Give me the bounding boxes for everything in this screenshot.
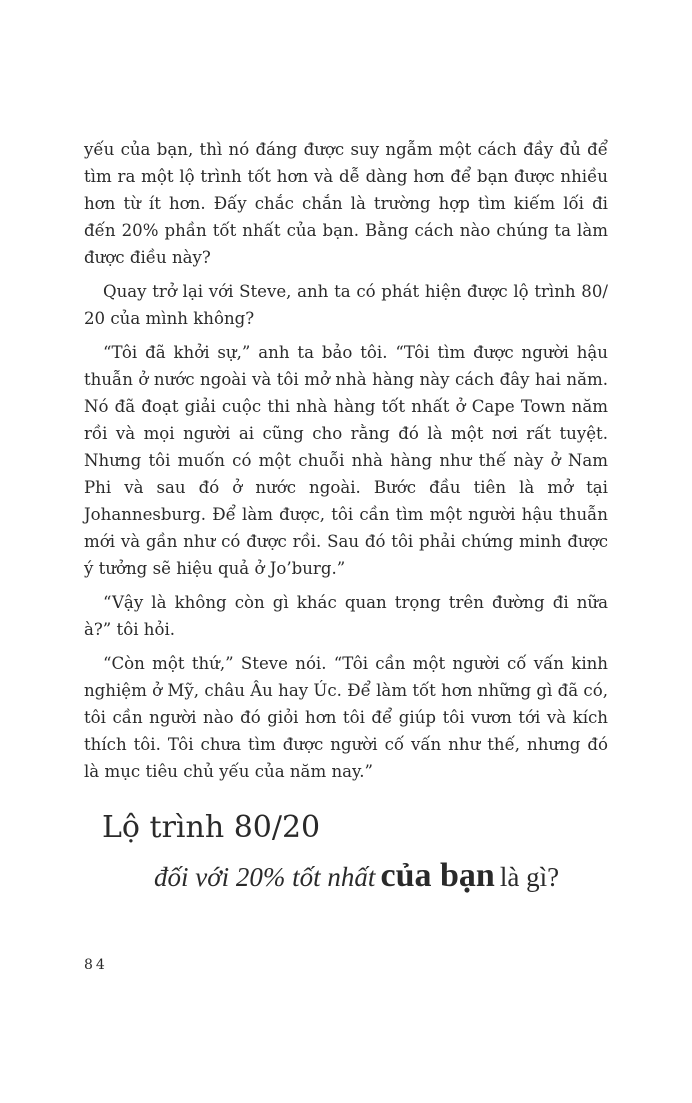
body-text xyxy=(84,136,608,792)
heading-line-1: Lộ trình 80/20 xyxy=(102,810,321,845)
heading-plain-part: là gì? xyxy=(499,862,560,892)
paragraph-3: “Tôi đã khởi sự,” anh ta bảo tôi. “Tôi tìm được người hậu thuẫn ở nước ngoài và tôi mở nhà hàng này cách đây hai năm. Nó đã đoạt giải cuộc thi nhà hàng tốt nhất ở Cape Town năm rồi và mọi người ai cũng cho rằng đó là một nơi rất tuyệt. Nhưng tôi muốn có một chuỗi nhà hàng như thế này ở Nam Phi và sau đó ở nước ngoài. Bước đầu tiên là mở tại Johannesburg. Để làm được, tôi cần tìm một người hậu thuẫn mới và gần như có được rồi. Sau đó tôi phải chứng minh được ý tưởng sẽ hiệu quả ở Jo’burg.” xyxy=(84,342,608,579)
paragraph-5: “Còn một thứ,” Steve nói. “Tôi cần một người cố vấn kinh nghiệm ở Mỹ, châu Âu hay Úc. Để làm tốt hơn những gì đã có, tôi cần người nào đó giỏi hơn tôi để giúp tôi vươn tới và kích thích tôi. Tôi chưa tìm được người cố vấn như thế, nhưng đó là mục tiêu chủ yếu của năm nay.” xyxy=(84,653,608,782)
heading-line-2 xyxy=(154,854,612,903)
paragraph-2: Quay trở lại với Steve, anh ta có phát hiện được lộ trình 80/ 20 của mình không? xyxy=(84,281,608,329)
section-heading xyxy=(102,808,612,903)
heading-bold-part: của bạn xyxy=(380,857,495,894)
paragraph-4: “Vậy là không còn gì khác quan trọng trên đường đi nữa à?” tôi hỏi. xyxy=(84,593,608,640)
heading-italic-part: đối với 20% tốt nhất xyxy=(154,862,376,892)
paragraph-1: yếu của bạn, thì nó đáng được suy ngẫm một cách đầy đủ để tìm ra một lộ trình tốt hơn và dễ dàng hơn để bạn được nhiều hơn từ ít hơn. Đấy chắc chắn là trường hợp tìm kiếm lối đi đến 20% phần tốt nhất của bạn. Bằng cách nào chúng ta làm được điều này? xyxy=(84,140,608,268)
page-number: 84 xyxy=(84,957,108,973)
